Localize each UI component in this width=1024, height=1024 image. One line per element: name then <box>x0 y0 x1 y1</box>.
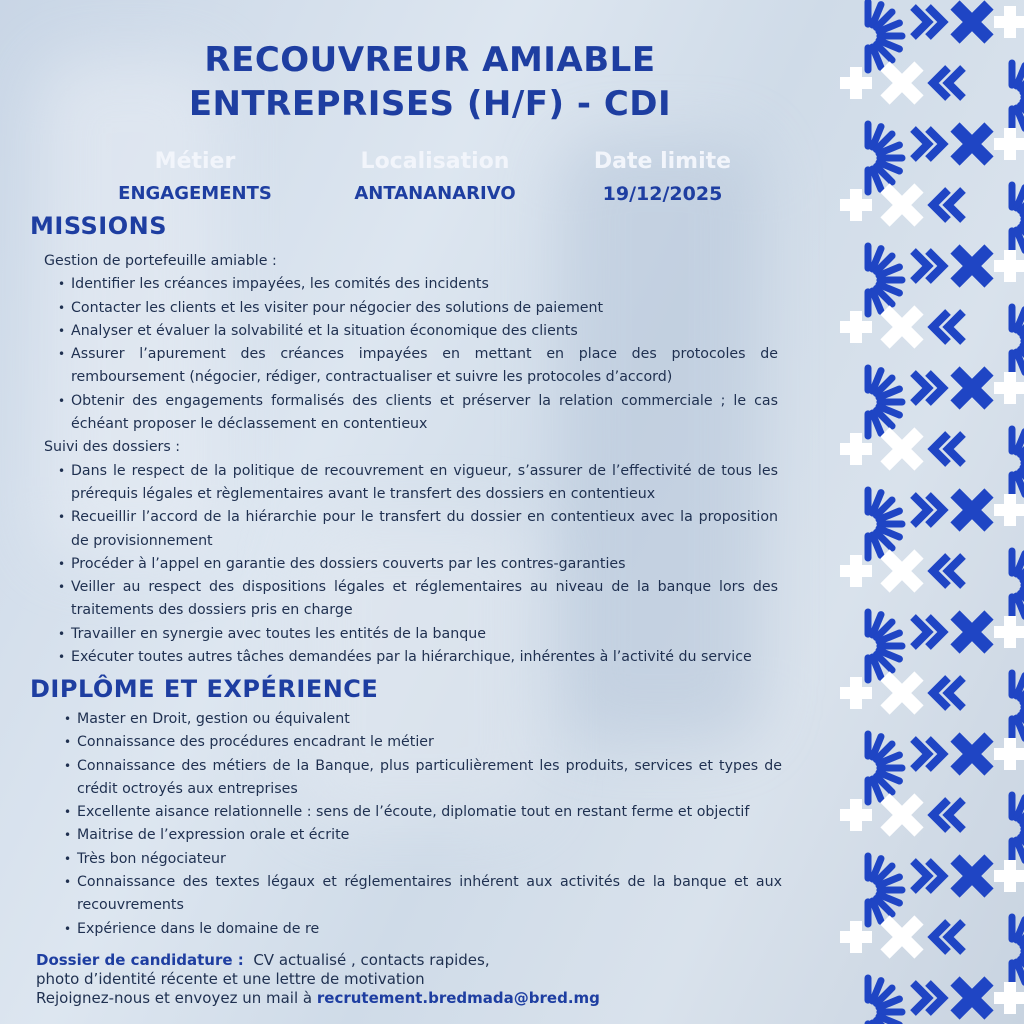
x-motif <box>955 615 989 649</box>
list-item: • Dans le respect de la politique de recouvrement en vigueur, s’assurer de l’effectivité de tous les prérequis légales et règlementaires avant le transfert des dossiers en contentieux <box>71 460 778 507</box>
list-item: • Recueillir l’accord de la hiérarchie pour le transfert du dossier en contentieux avec la proposition de provisionnement <box>71 506 778 553</box>
meta-localisation <box>335 148 535 206</box>
x-motif <box>885 310 919 344</box>
x-motif <box>955 371 989 405</box>
x-motif <box>885 554 919 588</box>
list-item: • Connaissance des procédures encadrant le métier <box>77 731 782 754</box>
plus-motif <box>994 372 1024 404</box>
fan-motif <box>1012 551 1024 619</box>
title-line-1: RECOUVREUR AMIABLE <box>204 40 656 80</box>
list-item: • Master en Droit, gestion ou équivalent <box>77 708 782 731</box>
list-item: • Obtenir des engagements formalisés des clients et préserver la relation commerciale ; le cas échéant proposer le déclassement en contentieux <box>71 390 778 437</box>
application-text-3: Rejoignez-nous et envoyez un mail à <box>36 989 313 1007</box>
x-motif <box>955 493 989 527</box>
missions-intro-1: Gestion de portefeuille amiable : <box>44 253 277 269</box>
chevron-motif <box>933 556 963 586</box>
meta-metier <box>105 148 285 206</box>
list-item: • Assurer l’apurement des créances impayées en mettant en place des protocoles de remboursement (négocier, rédiger, contractualiser et suivre les protocoles d’accord) <box>71 343 778 390</box>
plus-motif <box>994 738 1024 770</box>
list-item: • Exécuter toutes autres tâches demandées par la hiérarchique, inhérentes à l’activité du service <box>71 646 778 669</box>
list-item: • Procéder à l’appel en garantie des dossiers couverts par les contres-garanties <box>71 553 778 576</box>
application-info <box>36 951 600 1008</box>
application-label: Dossier de candidature : <box>36 951 244 969</box>
x-motif <box>955 5 989 39</box>
chevron-motif <box>933 68 963 98</box>
chevron-motif <box>913 251 943 281</box>
list-item: • Analyser et évaluer la solvabilité et la situation économique des clients <box>71 320 778 343</box>
list-item: • Connaissance des textes légaux et réglementaires inhérent aux activités de la banque et aux recouvrements <box>77 871 782 918</box>
list-item: • Contacter les clients et les visiter pour négocier des solutions de paiement <box>71 297 778 320</box>
list-item: • Identifier les créances impayées, les comités des incidents <box>71 273 778 296</box>
section-title-diplome: DIPLÔME ET EXPÉRIENCE <box>30 675 379 703</box>
diplome-list <box>36 708 782 941</box>
application-text-2: photo d’identité récente et une lettre de motivation <box>36 970 425 988</box>
plus-motif <box>994 6 1024 38</box>
plus-motif <box>994 616 1024 648</box>
plus-motif <box>994 128 1024 160</box>
chevron-motif <box>913 7 943 37</box>
fan-motif <box>1012 63 1024 131</box>
missions-list-2 <box>30 460 778 670</box>
chevron-motif <box>933 922 963 952</box>
meta-label: Date limite <box>593 149 732 174</box>
fan-motif <box>868 978 902 1024</box>
chevron-motif <box>913 373 943 403</box>
fan-motif <box>868 246 902 314</box>
fan-motif <box>868 856 902 924</box>
chevron-motif <box>933 800 963 830</box>
list-item: • Connaissance des métiers de la Banque, plus particulièrement les produits, services et types de crédit octroyés aux entreprises <box>77 755 782 802</box>
x-motif <box>885 920 919 954</box>
x-motif <box>885 66 919 100</box>
fan-motif <box>868 124 902 192</box>
fan-motif <box>1012 673 1024 741</box>
diplome-block <box>36 708 782 941</box>
email-link[interactable]: recrutement.bredmada@bred.mg <box>316 989 600 1007</box>
title-line-2: ENTREPRISES (H/F) - CDI <box>188 84 672 124</box>
x-motif <box>955 127 989 161</box>
meta-label: Localisation <box>360 149 510 174</box>
fan-motif <box>1012 429 1024 497</box>
fan-motif <box>1012 307 1024 375</box>
x-motif <box>955 737 989 771</box>
list-item: • Expérience dans le domaine de re <box>77 918 782 941</box>
meta-value: ENGAGEMENTS <box>118 183 272 204</box>
plus-motif <box>994 250 1024 282</box>
chevron-motif <box>913 617 943 647</box>
x-motif <box>885 188 919 222</box>
list-item: • Excellente aisance relationnelle : sens de l’écoute, diplomatie tout en restant ferme et objectif <box>77 801 782 824</box>
x-motif <box>885 798 919 832</box>
x-motif <box>955 249 989 283</box>
x-motif <box>885 432 919 466</box>
chevron-motif <box>933 434 963 464</box>
chevron-motif <box>933 312 963 342</box>
fan-motif <box>1012 917 1024 985</box>
plus-motif <box>994 494 1024 526</box>
fan-motif <box>1012 185 1024 253</box>
list-item: • Veiller au respect des dispositions légales et réglementaires au niveau de la banque lors des traitements des dossiers pris en charge <box>71 576 778 623</box>
fan-motif <box>868 368 902 436</box>
chevron-motif <box>913 739 943 769</box>
plus-motif <box>994 982 1024 1014</box>
x-motif <box>955 981 989 1015</box>
chevron-motif <box>933 190 963 220</box>
chevron-motif <box>913 495 943 525</box>
plus-motif <box>994 860 1024 892</box>
meta-value: 19/12/2025 <box>602 183 723 205</box>
meta-label: Métier <box>154 149 236 174</box>
job-title <box>30 38 830 126</box>
chevron-motif <box>913 861 943 891</box>
fan-motif <box>868 490 902 558</box>
fan-motif <box>1012 795 1024 863</box>
meta-value: ANTANANARIVO <box>354 183 516 204</box>
list-item: • Maitrise de l’expression orale et écrite <box>77 824 782 847</box>
chevron-motif <box>913 129 943 159</box>
fan-motif <box>868 612 902 680</box>
missions-intro-2: Suivi des dossiers : <box>44 439 181 456</box>
list-item: • Très bon négociateur <box>77 848 782 871</box>
section-title-missions: MISSIONS <box>30 212 168 240</box>
x-motif <box>955 859 989 893</box>
decorative-pattern <box>830 0 1024 1024</box>
list-item: • Travailler en synergie avec toutes les entités de la banque <box>71 623 778 646</box>
chevron-motif <box>913 983 943 1013</box>
fan-motif <box>868 734 902 802</box>
application-text-1: CV actualisé , contacts rapides, <box>253 951 490 969</box>
fan-motif <box>868 2 902 70</box>
meta-date-limite <box>580 148 745 206</box>
x-motif <box>885 676 919 710</box>
missions-list-1 <box>30 273 778 436</box>
chevron-motif <box>933 678 963 708</box>
missions-block <box>30 250 778 669</box>
